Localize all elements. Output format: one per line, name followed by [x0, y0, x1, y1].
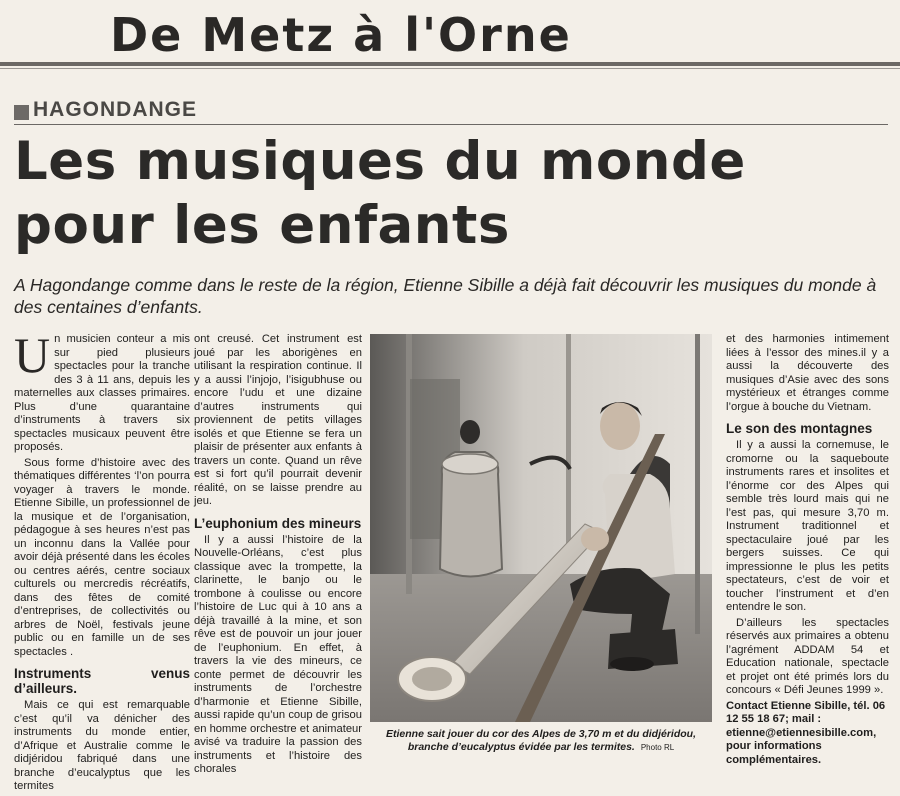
- article-photo: [370, 334, 712, 722]
- kicker-square-icon: [14, 105, 29, 120]
- contact-info: [726, 700, 889, 768]
- article-paragraph: D’ailleurs les spectacles réservés aux primaires a obtenu l’agrément ADDAM 54 et Education nationale, spectacle et projet ont été primés lors du concours « Défi Jeunes 1999 ».: [726, 616, 889, 696]
- article-paragraph: Sous forme d’histoire avec des thématiques différentes ‘l’on pourra voyager à travers le monde. Etienne Sibille, un professionnel de la musique et de l’organisation, pédagogue à ses heures n’est pas un inconnu dans la Vallée pour avoir déjà présenté dans les écoles ou centres aérés, centre sociaux culturels ou mercredis récréatifs, dans des fêtes de comité d’entreprises, de collectivités ou arbres de Noël, festivals jeune public ou en famille un de ses spectacles .: [14, 456, 190, 658]
- section-rule-thin: [0, 68, 900, 69]
- photo-illustration: [370, 334, 712, 722]
- headline: [14, 130, 754, 258]
- article-paragraph: Mais ce qui est remarquable c’est qu’il va dénicher des instruments du monde entier, d’Afrique et Australie comme le didjéridou fabriqué dans une branche d’eucalyptus que les termites: [14, 699, 190, 792]
- caption-text: Etienne sait jouer du cor des Alpes de 3,70 m et du didjéridou, branche d’eucalyptus évidée par les termites.: [385, 728, 696, 753]
- article-column-1: [14, 327, 190, 796]
- article-paragraph: [14, 327, 190, 455]
- article-column-2: [194, 333, 362, 779]
- section-title: De Metz à l'Orne: [110, 8, 572, 62]
- paragraph-text: n musicien conteur a mis sur pied plusieurs spectacles pour la tranche des 3 à 11 ans, depuis les maternelles aux classes primaires. Plus d’une quarantaine d’instruments à travers six spectacles musicaux peuvent être proposés.: [14, 333, 190, 453]
- photo-caption: [370, 728, 712, 754]
- subheading: Instruments venus d’ailleurs.: [14, 666, 190, 696]
- headline-line-2: pour les enfants: [14, 195, 510, 256]
- lede: A Hagondange comme dans le reste de la région, Etienne Sibille a déjà fait découvrir les musiques du monde à des centaines d’enfants.: [14, 275, 877, 317]
- article-column-4: [726, 333, 889, 769]
- article-paragraph: Il y a aussi la cornemuse, le cromorne ou la saqueboute instruments rares et insolites et l’énorme cor des Alpes qui semble très lourd mais qui ne l’est pas, qui mesure 3,70 m. Instrument traditionnel et spectaculaire joué par les bergers suisses. Ce qui impressionne le plus les petits spectateurs, c’est de voir et toucher l’instrument et d’en entendre le son.: [726, 439, 889, 613]
- headline-line-1: Les musiques du monde: [14, 131, 746, 192]
- photo-credit: Photo RL: [640, 743, 675, 752]
- subheading: L’euphonium des mineurs: [194, 515, 362, 531]
- article-paragraph: ont creusé. Cet instrument est joué par les aborigènes en utilisant la respiration continue. Il y a aussi l’injojo, l’isigubhuse ou encore l’udu et une dizaine d’autres instruments qui proviennent de petits villages isolés et que Etienne se fera un plaisir de présenter aux enfants à travers un conte. Quand un rêve est si fort qu’il pourrait devenir réalité, on se laisse prendre au jeu.: [194, 333, 362, 507]
- section-rule: [0, 62, 900, 66]
- contact-text: Contact Etienne Sibille, tél. 06 12 55 18 67; mail : etienne@etiennesibille.com, pour informations complémentaires.: [726, 699, 886, 766]
- kicker: HAGONDANGE: [33, 98, 198, 121]
- kicker-rule: [14, 124, 888, 125]
- article-paragraph: Il y a aussi l’histoire de la Nouvelle-Orléans, c’est plus classique avec la trompette, la clarinette, le banjo ou le trombone à coulisse ou encore l’histoire de Luc qui à 10 ans a déjà travaillé à la mine, et son rêve est de pouvoir un jour jouer de l’euphonium. En effet, à travers la vie des mineurs, ce conte permet de découvrir les instruments de l’orchestre d’harmonie et Etienne Sibille, aussi rapide qu’un coup de grisou en homme orchestre et animateur avisé va traduire la passion des instruments et l’histoire des chorales: [194, 533, 362, 775]
- article-paragraph: et des harmonies intimement liées à l’essor des mines.il y a aussi la découverte des musiques d’Asie avec des sons mystérieux et étranges comme l’orgue à bouche du Vietnam.: [726, 333, 889, 413]
- subheading: Le son des montagnes: [726, 421, 873, 436]
- drop-cap: U: [14, 327, 51, 383]
